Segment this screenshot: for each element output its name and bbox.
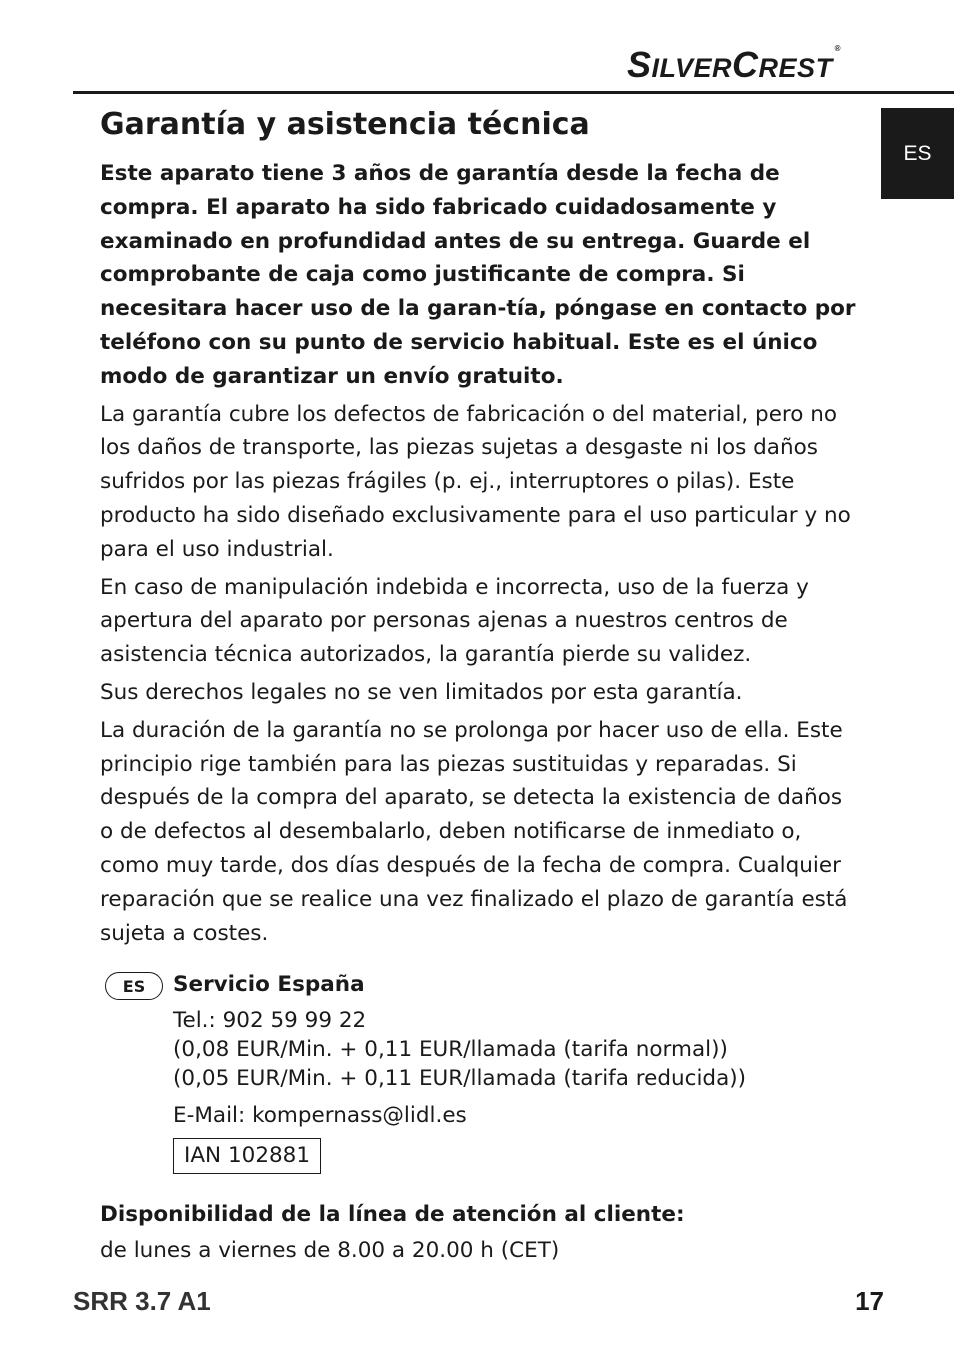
service-email: E-Mail: kompernass@lidl.es: [173, 1103, 467, 1129]
service-rate-reduced: (0,05 EUR/Min. + 0,11 EUR/llamada (tarifa reducida)): [173, 1066, 747, 1092]
legal-rights-paragraph: Sus derechos legales no se ven limitados por esta garantía.: [100, 679, 743, 705]
brand-letter-c: C: [732, 44, 759, 85]
brand-logo: [627, 44, 841, 86]
service-phone: Tel.: 902 59 99 22: [173, 1008, 367, 1034]
main-content: [100, 106, 860, 1268]
warranty-void-paragraph: En caso de manipulación indebida e incorrecta, uso de la fuerza y apertura del aparato por personas ajenas a nuestros centros de asistencia técnica autorizados, la garantía pierde su validez.: [100, 574, 809, 668]
warranty-duration-paragraph: La duración de la garantía no se prolonga por hacer uso de ella. Este principio rige también para las piezas sustituidas y reparadas. Si después de la compra del aparato, se detecta la existencia de daños o de defectos al desembalarlo, deben notificarse de inmediato o, como muy tarde, dos días después de la fecha de compra. Cualquier reparación que se realice una vez finalizado el plazo de garantía está sujeta a costes.: [100, 717, 848, 946]
language-tab: ES: [881, 108, 954, 199]
warranty-intro-paragraph: Este aparato tiene 3 años de garantía desde la fecha de compra. El aparato ha sido fabricado cuidadosamente y examinado en profundidad antes de su entrega. Guarde el comprobante de caja como justificante de compra. Si necesitara hacer uso de la garan-tía, póngase en contacto por teléfono con su punto de servicio habitual. Este es el único modo de garantizar un envío gratuito.: [100, 161, 856, 389]
service-title: Servicio España: [173, 972, 365, 998]
header-rule: [73, 91, 954, 94]
footer-page-number: 17: [855, 1286, 884, 1316]
service-rate-normal: (0,08 EUR/Min. + 0,11 EUR/llamada (tarifa normal)): [173, 1037, 728, 1063]
brand-letters-ilver: ILVER: [651, 53, 733, 83]
brand-letters-rest: REST: [758, 53, 833, 83]
availability-title: Disponibilidad de la línea de atención al cliente:: [100, 1202, 685, 1228]
footer-model-number: SRR 3.7 A1: [73, 1286, 211, 1316]
page-title: Garantía y asistencia técnica: [100, 107, 590, 142]
availability-hours: de lunes a viernes de 8.00 a 20.00 h (CET): [100, 1238, 560, 1264]
brand-letter-s: S: [627, 44, 652, 85]
service-block: [100, 970, 860, 1174]
warranty-coverage-paragraph: La garantía cubre los defectos de fabricación o del material, pero no los daños de transporte, las piezas sujetas a desgaste ni los daños sufridos por las piezas frágiles (p. ej., interruptores o pilas). Este producto ha sido diseñado exclusivamente para el uso particular y no para el uso industrial.: [100, 401, 851, 562]
ian-number-box: IAN 102881: [173, 1138, 321, 1174]
country-badge: ES: [105, 972, 163, 1000]
registered-mark: ®: [834, 44, 841, 53]
